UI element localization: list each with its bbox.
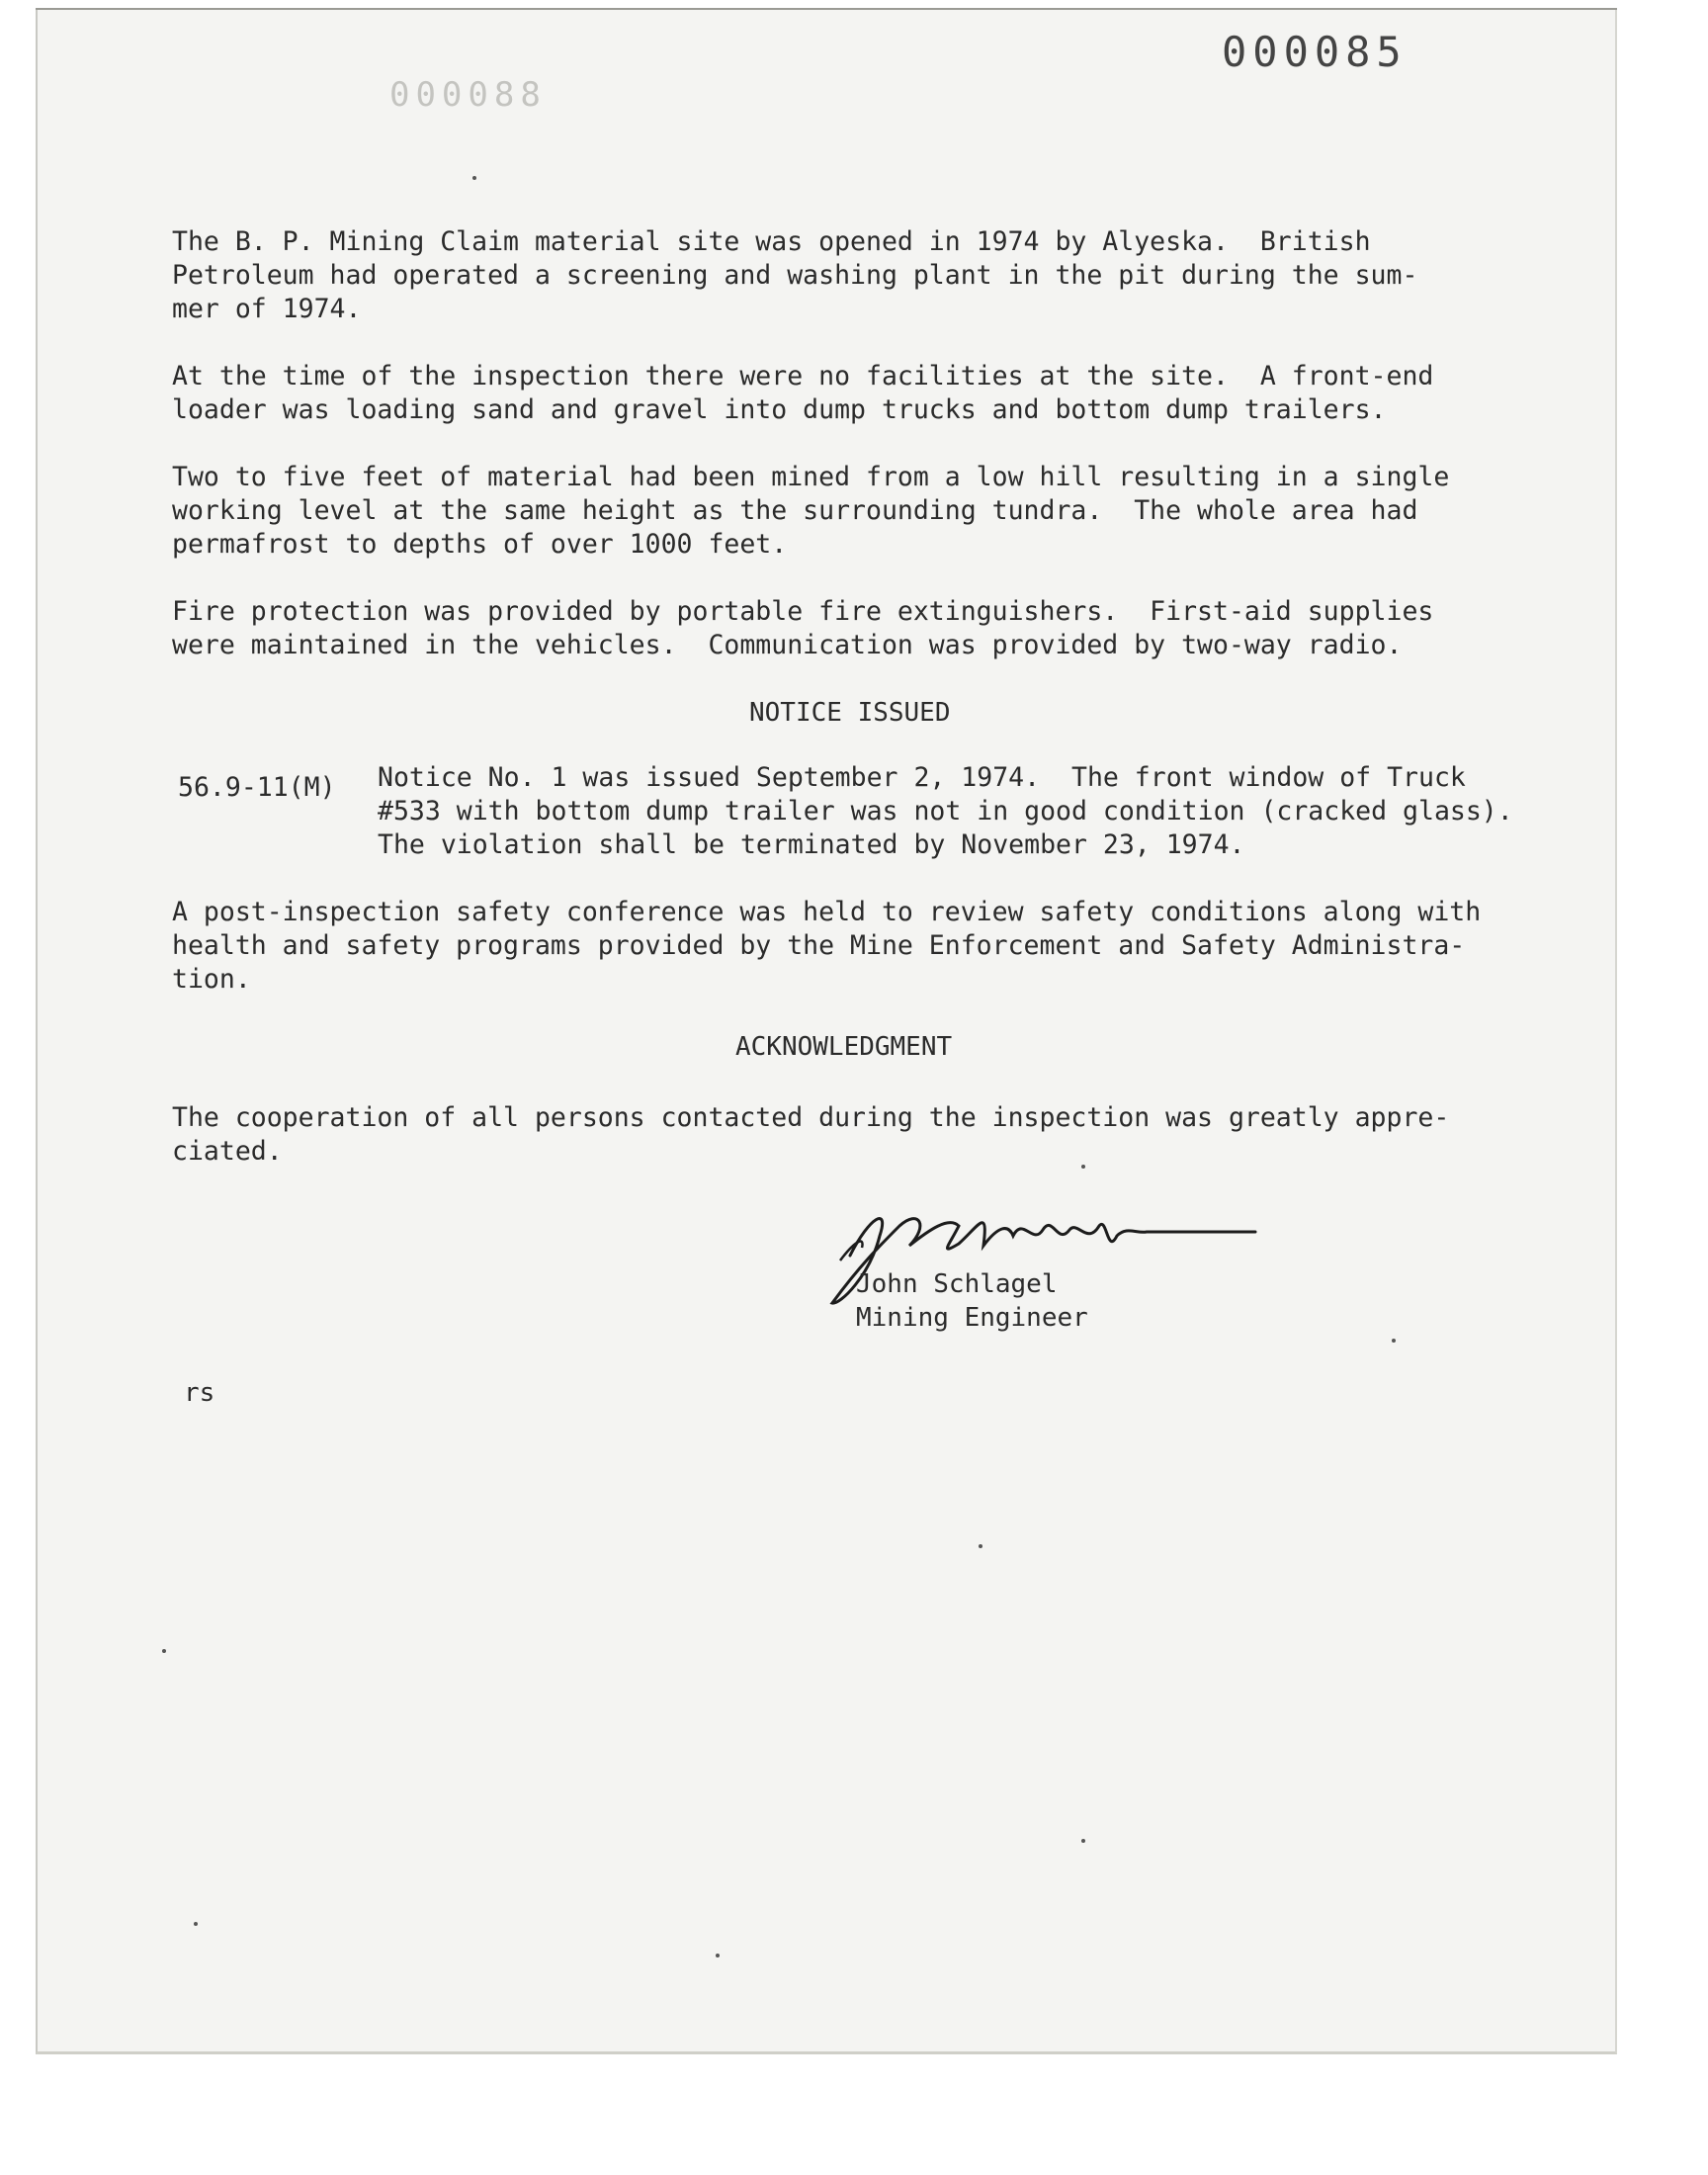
paragraph-site-history: The B. P. Mining Claim material site was opened in 1974 by Alyeska. British Petroleum had operated a screening and washing plant in the pit during the sum- mer of 1974. <box>172 226 1418 324</box>
scan-speck <box>162 1649 166 1653</box>
signer-name: John Schlagel <box>856 1269 1058 1299</box>
heading-notice-issued: NOTICE ISSUED <box>749 698 951 728</box>
scan-speck <box>472 176 476 180</box>
notice-text: Notice No. 1 was issued September 2, 1974. The front window of Truck #533 with bottom dump trailer was not in good condition (cracked glass). The violation shall be terminated by November 23, 1974. <box>378 762 1513 860</box>
heading-acknowledgment: ACKNOWLEDGMENT <box>735 1032 953 1062</box>
scan-speck <box>1081 1165 1085 1169</box>
scan-speck <box>1392 1339 1396 1343</box>
paragraph-cooperation: The cooperation of all persons contacted during the inspection was greatly appre- ciated. <box>172 1102 1450 1167</box>
bleed-through-number: 880000 <box>384 75 541 115</box>
signer-title: Mining Engineer <box>856 1303 1088 1333</box>
scan-speck <box>1081 1839 1085 1843</box>
scan-speck <box>979 1544 982 1548</box>
typist-initials: rs <box>184 1378 215 1408</box>
scan-speck <box>194 1922 198 1926</box>
paragraph-facilities: At the time of the inspection there were no facilities at the site. A front-end loader was loading sand and gravel into dump trucks and bottom dump trailers. <box>172 361 1434 425</box>
page-top-edge <box>36 8 1617 10</box>
document-number: 000085 <box>1222 28 1408 76</box>
paragraph-mining-level: Two to five feet of material had been mined from a low hill resulting in a single working level at the same height as the surrounding tundra. The whole area had permafrost to depths of over 1000 feet. <box>172 462 1450 560</box>
scan-speck <box>716 1954 720 1958</box>
paragraph-fire-protection: Fire protection was provided by portable fire extinguishers. First-aid supplies were maintained in the vehicles. Communication was provided by two-way radio. <box>172 596 1434 660</box>
paragraph-safety-conference: A post-inspection safety conference was held to review safety conditions along with health and safety programs provided by the Mine Enforcement and Safety Administra- tion. <box>172 897 1482 995</box>
notice-code: 56.9-11(M) <box>178 772 336 803</box>
